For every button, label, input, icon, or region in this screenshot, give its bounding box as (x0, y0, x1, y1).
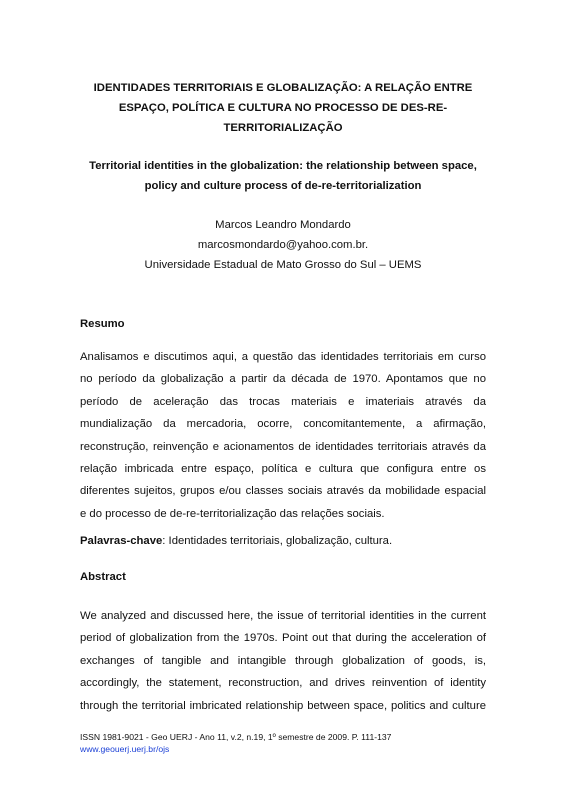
title-line: ESPAÇO, POLÍTICA E CULTURA NO PROCESSO DE DES-RE- (118, 102, 448, 114)
keywords-label: Palavras-chave (80, 535, 163, 547)
footer (80, 731, 391, 755)
footer-link[interactable]: www.geouerj.uerj.br/ojs (80, 744, 170, 754)
abstract-line: through the territorial imbricated relationship between space, politics and culture (80, 699, 486, 712)
resumo-line: no período da globalização a partir da década de 1970. Apontamos que no (80, 373, 486, 386)
title-line: IDENTIDADES TERRITORIAIS E GLOBALIZAÇÃO: A RELAÇÃO ENTRE (93, 82, 473, 94)
resumo-paragraph (80, 346, 486, 525)
abstract-line: We analyzed and discussed here, the issue of territorial identities in the current (80, 610, 486, 622)
abstract-line: accordingly, the statement, reconstruction, and drives reinvention of identity (80, 677, 486, 690)
abstract-line: period of globalization from the 1970s. Point out that during the acceleration of (80, 632, 486, 645)
resumo-line: período de aceleração das trocas materiais e imateriais através da (80, 395, 486, 408)
abstract-heading: Abstract (80, 571, 126, 583)
keywords-text: : Identidades territoriais, globalização, cultura. (162, 535, 393, 547)
footer-citation: ISSN 1981-9021 - Geo UERJ - Ano 11, v.2, n.19, 1º semestre de 2009. P. 111-137 (80, 732, 392, 742)
resumo-line: relação imbricada entre espaço, política e cultura que configura entre os (80, 463, 486, 476)
paper-title (0, 78, 566, 138)
abstract-line: exchanges of tangible and intangible through globalization of goods, is, (80, 654, 486, 667)
resumo-line: mundialização da mercadoria, ocorre, concomitantemente, a afirmação, (80, 418, 486, 431)
author-email[interactable]: marcosmondardo@yahoo.com.br. (197, 239, 369, 251)
abstract-paragraph (80, 605, 486, 717)
resumo-line: reconstrução, reinvenção e acionamentos de identidades territoriais através da (80, 440, 486, 453)
resumo-line: e do processo de de-re-territorialização das relações sociais. (80, 507, 385, 520)
paper-subtitle (0, 156, 566, 196)
resumo-line: diferentes sujeitos, grupos e/ou classes sociais através da mobilidade espacial (80, 485, 486, 498)
author-affiliation: Universidade Estadual de Mato Grosso do Sul – UEMS (144, 259, 422, 271)
resumo-line: Analisamos e discutimos aqui, a questão das identidades territoriais em curso (80, 351, 486, 363)
keywords (80, 535, 392, 547)
subtitle-line: Territorial identities in the globalization: the relationship between space, (89, 160, 477, 172)
subtitle-line: policy and culture process of de-re-territorialization (144, 180, 422, 192)
author-name: Marcos Leandro Mondardo (215, 219, 351, 231)
title-line: TERRITORIALIZAÇÃO (223, 122, 343, 134)
resumo-heading: Resumo (80, 318, 125, 330)
